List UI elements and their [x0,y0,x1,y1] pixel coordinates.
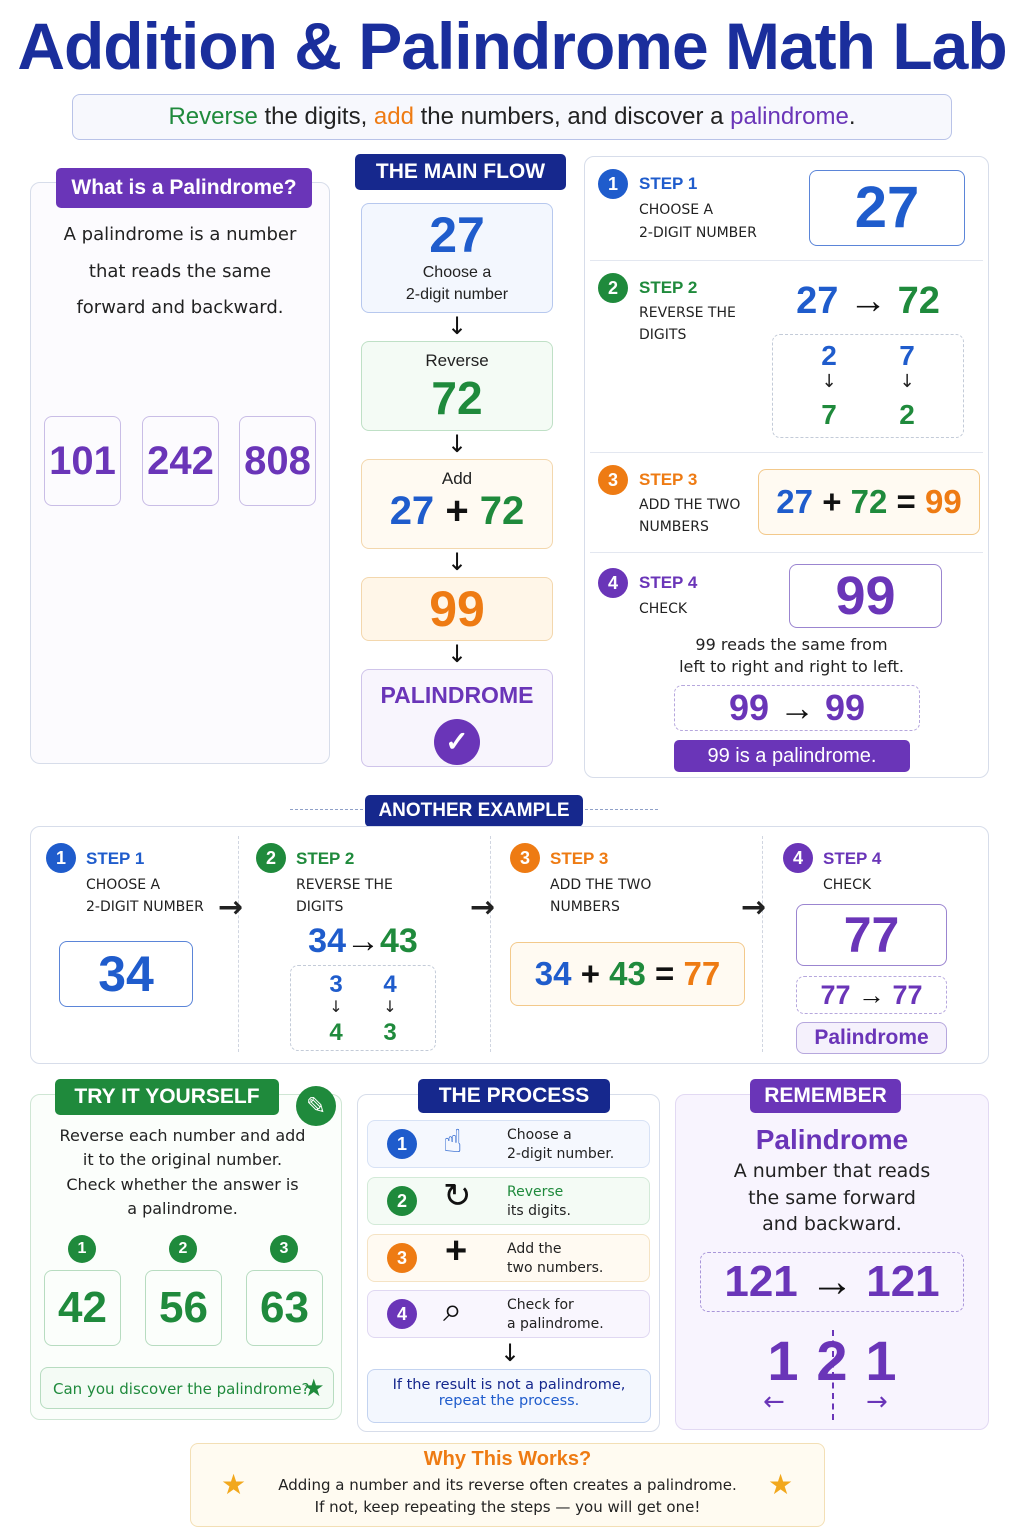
process-step-text: Add the [507,1241,562,1257]
addend: 27 [776,483,814,520]
star-icon: ★ [221,1468,247,1501]
step-desc: DIGITS [296,899,344,915]
flow-reverse-label: Reverse [425,351,489,370]
arrow-right-icon: → [858,980,885,1010]
digit: 3 [383,1019,397,1046]
remember-term: Palindrome [755,1124,909,1155]
try-prompt [40,1367,334,1409]
arrow-down-icon: ↓ [329,997,343,1016]
try-instructions: it to the original number. [82,1150,283,1169]
what-line: that reads the same [88,261,272,282]
subtitle-text: the numbers, and discover a [413,103,731,130]
process-note [367,1369,651,1423]
arrow-right-icon: → [218,890,244,925]
digit: 3 [329,971,343,998]
plus-icon: + [445,1230,468,1272]
try-header: TRY IT YOURSELF [55,1079,279,1115]
flow-add-box [361,459,553,549]
step2-digit-box [772,334,964,438]
remember-header: REMEMBER [750,1079,901,1113]
remember-compare-box [700,1252,964,1312]
page-title: Addition & Palindrome Math Lab [17,9,1007,83]
mirror-digit: 1 [767,1329,799,1392]
plus-sign: + [822,483,842,520]
step-desc: 2-DIGIT NUMBER [639,225,757,241]
flow-choose-label: 2-digit number [405,286,509,303]
equals-sign: = [655,955,675,992]
plus-sign: + [580,955,600,992]
example-box: 101 [44,416,121,506]
example-box: 242 [142,416,219,506]
process-step-text: a palindrome. [507,1316,604,1332]
digit: 7 [899,340,915,371]
try-number-badge: 3 [270,1235,298,1263]
step-desc: ADD THE TWO [550,877,652,893]
palindrome-label: Palindrome [796,1022,947,1054]
flow-choose-box [361,203,553,313]
try-number-badge: 1 [68,1235,96,1263]
step-number-badge: 3 [510,843,540,873]
flow-reverse-box [361,341,553,431]
try-number-box[interactable]: 56 [145,1270,222,1346]
flow-result-label: PALINDROME [380,682,534,708]
process-step-text: two numbers. [507,1260,604,1276]
step-title: STEP 3 [639,470,698,489]
step-desc: CHOOSE A [86,877,161,893]
flow-arrow: ↓ [446,640,468,668]
example-reverse [290,922,436,961]
digit: 2 [821,340,837,371]
step-title: STEP 2 [296,849,355,868]
step-desc: 2-DIGIT NUMBER [86,899,204,915]
process-step-text: 2-digit number. [507,1146,615,1162]
example-check-box: 77 [796,904,947,966]
equals-sign: = [896,483,916,520]
step-number-badge: 3 [598,465,628,495]
subtitle-word-reverse: Reverse [168,103,258,130]
arrow-right-icon: → [810,1257,854,1306]
step2-reverse [772,280,964,323]
what-line: A palindrome is a number [63,224,297,245]
step-title: STEP 4 [823,849,882,868]
example-sum-box [510,942,745,1006]
column-divider [238,836,239,1052]
digit-swap-box [290,965,436,1051]
example-compare-box [796,976,947,1014]
process-step-text: Check for [507,1297,574,1313]
another-header: ANOTHER EXAMPLE [365,795,583,827]
what-header: What is a Palindrome? [56,168,312,208]
star-icon: ★ [768,1468,794,1501]
step-desc: ADD THE TWO [639,497,741,513]
arrow-right-icon: → [346,922,380,960]
step2-to: 72 [897,280,940,322]
column-divider [490,836,491,1052]
step-number-badge: 4 [598,568,628,598]
reverse-from: 34 [308,922,346,960]
step-divider [590,452,983,453]
flow-choose-number: 27 [429,207,485,263]
compare-right: 77 [892,980,923,1010]
arrow-left-icon: ← [763,1387,785,1417]
flow-choose-label: Choose a [422,264,492,281]
pencil-icon: ✎ [296,1086,336,1126]
step-desc: NUMBERS [639,519,709,535]
step-desc: DIGITS [639,327,687,343]
remember-definition: A number that reads [733,1160,931,1182]
step-title: STEP 1 [86,849,145,868]
subtitle-word-add: add [373,103,414,130]
check-icon: ✓ [434,719,480,765]
flow-reverse-number: 72 [431,372,483,424]
try-instructions: a palindrome. [127,1199,238,1218]
step-number-badge: 4 [783,843,813,873]
compare-left: 121 [724,1257,798,1306]
try-prompt-text: Can you discover the palindrome? [53,1380,310,1398]
try-instructions: Reverse each number and add [59,1126,306,1145]
step-desc: REVERSE THE [296,877,393,893]
try-number-box[interactable]: 42 [44,1270,121,1346]
mirror-digit: 1 [865,1329,897,1392]
star-icon: ★ [303,1374,325,1402]
process-step-number: 2 [387,1186,417,1216]
digit: 4 [383,971,397,998]
hand-pointer-icon: ☝ [443,1122,463,1160]
compare-right: 121 [866,1257,940,1306]
sum: 99 [924,483,962,520]
flow-add-right: 72 [479,489,525,533]
step-desc: CHOOSE A [639,202,714,218]
step-desc: REVERSE THE [639,305,736,321]
try-instructions: Check whether the answer is [66,1175,299,1194]
magnifier-icon: ⌕ [443,1290,463,1330]
flow-arrow: ↓ [446,312,468,340]
palindrome-badge: 99 is a palindrome. [674,740,910,772]
flow-arrow: ↓ [446,548,468,576]
process-step-number: 3 [387,1243,417,1273]
step-desc: CHECK [639,601,688,617]
example-box: 808 [239,416,316,506]
addend: 34 [534,955,572,992]
subtitle-text: the digits, [257,103,374,130]
step-desc: NUMBERS [550,899,620,915]
what-line: forward and backward. [76,297,284,318]
arrow-right-icon: → [849,280,887,322]
step4-value-box: 99 [789,564,942,628]
arrow-right-icon: → [741,890,767,925]
process-note-text: If the result is not a palindrome, [392,1377,626,1393]
step2-from: 27 [796,280,839,322]
arrow-down-icon: ↓ [821,371,837,392]
process-step-number: 4 [387,1299,417,1329]
step1-value-box: 27 [809,170,965,246]
subtitle-word-palindrome: palindrome [730,103,849,130]
example-value-box: 34 [59,941,193,1007]
compare-left: 99 [728,687,769,728]
process-note-text: repeat the process. [438,1393,580,1409]
step4-compare-box [674,685,920,731]
step-title: STEP 4 [639,573,698,592]
digit: 2 [899,399,915,430]
step4-explain: left to right and right to left. [679,657,904,676]
flow-add-left: 27 [389,489,435,533]
arrow-down-icon: ↓ [899,371,915,392]
subtitle-banner [72,94,952,140]
step4-explain: 99 reads the same from [695,635,888,654]
mirror-digit: 2 [816,1329,848,1392]
flow-add-expression [362,489,552,534]
mirror-line [832,1330,834,1420]
flow-result-box [361,669,553,767]
step-divider [590,260,983,261]
step-number-badge: 2 [598,273,628,303]
process-header: THE PROCESS [418,1079,610,1113]
arrow-right-icon: → [866,1387,888,1417]
process-step-text: Reverse [507,1184,564,1200]
process-step-text: its digits. [507,1203,571,1219]
column-divider [762,836,763,1052]
try-number-box[interactable]: 63 [246,1270,323,1346]
why-text: If not, keep repeating the steps — you will get one! [314,1498,701,1516]
step-desc: CHECK [823,877,872,893]
addend: 72 [850,483,888,520]
step-title: STEP 2 [639,278,698,297]
process-step-text: Choose a [507,1127,572,1143]
step-title: STEP 3 [550,849,609,868]
arrow-down-icon: ↓ [383,997,397,1016]
compare-right: 99 [825,687,866,728]
process-step-number: 1 [387,1129,417,1159]
compare-left: 77 [820,980,851,1010]
flow-arrow: ↓ [446,430,468,458]
try-number-badge: 2 [169,1235,197,1263]
step-number-badge: 2 [256,843,286,873]
step-number-badge: 1 [598,169,628,199]
remember-definition: the same forward [748,1187,916,1209]
step-title: STEP 1 [639,174,698,193]
sum: 77 [683,955,721,992]
flow-header: THE MAIN FLOW [355,154,566,190]
addend: 43 [609,955,646,992]
flow-sum-box: 99 [361,577,553,641]
flow-add-label: Add [441,469,473,488]
reverse-to: 43 [380,922,418,960]
step3-sum-box [758,469,980,535]
step-number-badge: 1 [46,843,76,873]
subtitle-text: . [848,103,856,130]
reverse-cycle-icon: ↻ [443,1176,472,1216]
why-text: Adding a number and its reverse often creates a palindrome. [278,1476,737,1494]
remember-definition: and backward. [762,1213,902,1235]
why-title: Why This Works? [423,1448,592,1470]
arrow-right-icon: → [470,890,496,925]
arrow-right-icon: → [779,687,815,728]
arrow-down-icon: ↓ [499,1339,521,1367]
digit: 7 [821,399,837,430]
digit: 4 [329,1019,343,1046]
step-divider [590,552,983,553]
flow-add-plus: + [445,489,469,533]
